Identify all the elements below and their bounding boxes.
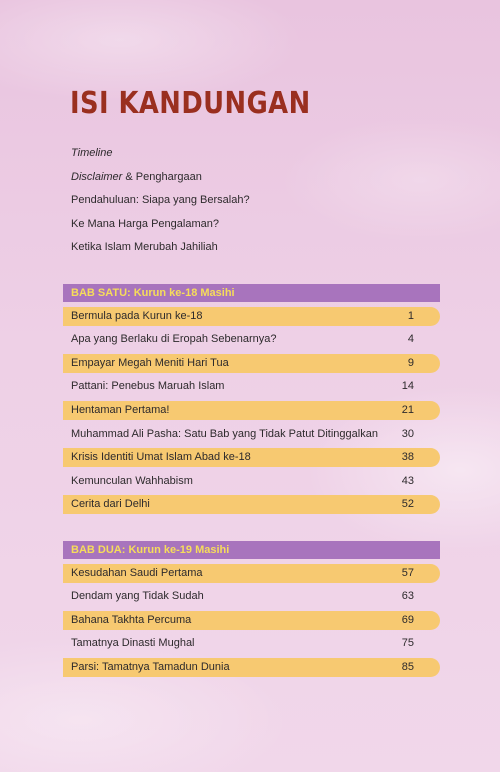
intro-item-label: Ketika Islam Merubah Jahiliah — [71, 241, 218, 253]
toc-row-label: Bermula pada Kurun ke-18 — [71, 309, 203, 322]
toc-row-label: Parsi: Tamatnya Tamadun Dunia — [71, 660, 230, 673]
intro-item-label: Pendahuluan: Siapa yang Bersalah? — [71, 194, 250, 206]
toc-row-page: 14 — [401, 380, 414, 393]
toc-row-page: 63 — [401, 590, 414, 603]
toc-row-label: Kesudahan Saudi Pertama — [71, 566, 203, 579]
toc-row[interactable] — [63, 564, 440, 583]
intro-item — [71, 240, 451, 264]
toc-row-page: 9 — [407, 356, 414, 369]
toc-row-label: Hentaman Pertama! — [71, 403, 170, 416]
intro-item-label: Ke Mana Harga Pengalaman? — [71, 217, 219, 230]
toc-row-label: Tamatnya Dinasti Mughal — [71, 637, 195, 650]
toc-row-label: Bahana Takhta Percuma — [71, 613, 192, 626]
toc-row-page: 52 — [401, 498, 414, 511]
toc-row-label: Dendam yang Tidak Sudah — [71, 590, 204, 603]
toc-row-label: Apa yang Berlaku di Eropah Sebenarnya? — [71, 333, 277, 346]
toc-row[interactable] — [63, 448, 440, 467]
toc-row-label: Krisis Identiti Umat Islam Abad ke-18 — [71, 451, 251, 464]
toc-row-page: 69 — [401, 613, 414, 626]
toc-row[interactable] — [63, 587, 440, 606]
toc-row[interactable] — [63, 354, 440, 373]
intro-list — [71, 146, 451, 264]
toc-row[interactable] — [63, 472, 440, 491]
toc-row-label: Pattani: Penebus Maruah Islam — [71, 380, 225, 393]
intro-item — [71, 217, 451, 241]
toc-row[interactable] — [63, 401, 440, 420]
toc-row[interactable] — [63, 495, 440, 514]
intro-item-italic: Timeline — [71, 147, 113, 159]
toc-row-page: 57 — [401, 566, 414, 579]
toc-row[interactable] — [63, 425, 440, 444]
section-header: BAB SATU: Kurun ke-18 Masihi — [63, 284, 440, 302]
intro-item-label: & Penghargaan — [122, 170, 202, 183]
toc-row-page: 38 — [401, 451, 414, 464]
toc-row-page: 1 — [407, 309, 414, 322]
section-bab-dua — [63, 541, 440, 677]
toc-row-page: 85 — [401, 660, 414, 673]
toc-row[interactable] — [63, 611, 440, 630]
toc-row[interactable] — [63, 330, 440, 349]
toc-row[interactable] — [63, 658, 440, 677]
section-bab-satu — [63, 284, 440, 514]
intro-item — [71, 170, 451, 194]
toc-row[interactable] — [63, 307, 440, 326]
toc-row[interactable] — [63, 634, 440, 653]
toc-row-page: 30 — [401, 427, 414, 440]
toc-row-label: Muhammad Ali Pasha: Satu Bab yang Tidak Patut Ditinggalkan — [71, 427, 378, 440]
toc-row-label: Cerita dari Delhi — [71, 498, 150, 511]
toc-row-label: Kemunculan Wahhabism — [71, 474, 193, 487]
toc-row-page: 43 — [401, 474, 414, 487]
intro-item — [71, 146, 451, 170]
toc-row-page: 75 — [401, 637, 414, 650]
section-header: BAB DUA: Kurun ke-19 Masihi — [63, 541, 440, 559]
page-title: ISI KANDUNGAN — [70, 86, 311, 121]
toc-row-label: Empayar Megah Meniti Hari Tua — [71, 356, 229, 369]
toc-row-page: 21 — [401, 403, 414, 416]
toc-row[interactable] — [63, 377, 440, 396]
intro-item-italic: Disclaimer — [71, 170, 123, 183]
intro-item — [71, 193, 451, 217]
toc-row-page: 4 — [407, 333, 414, 346]
